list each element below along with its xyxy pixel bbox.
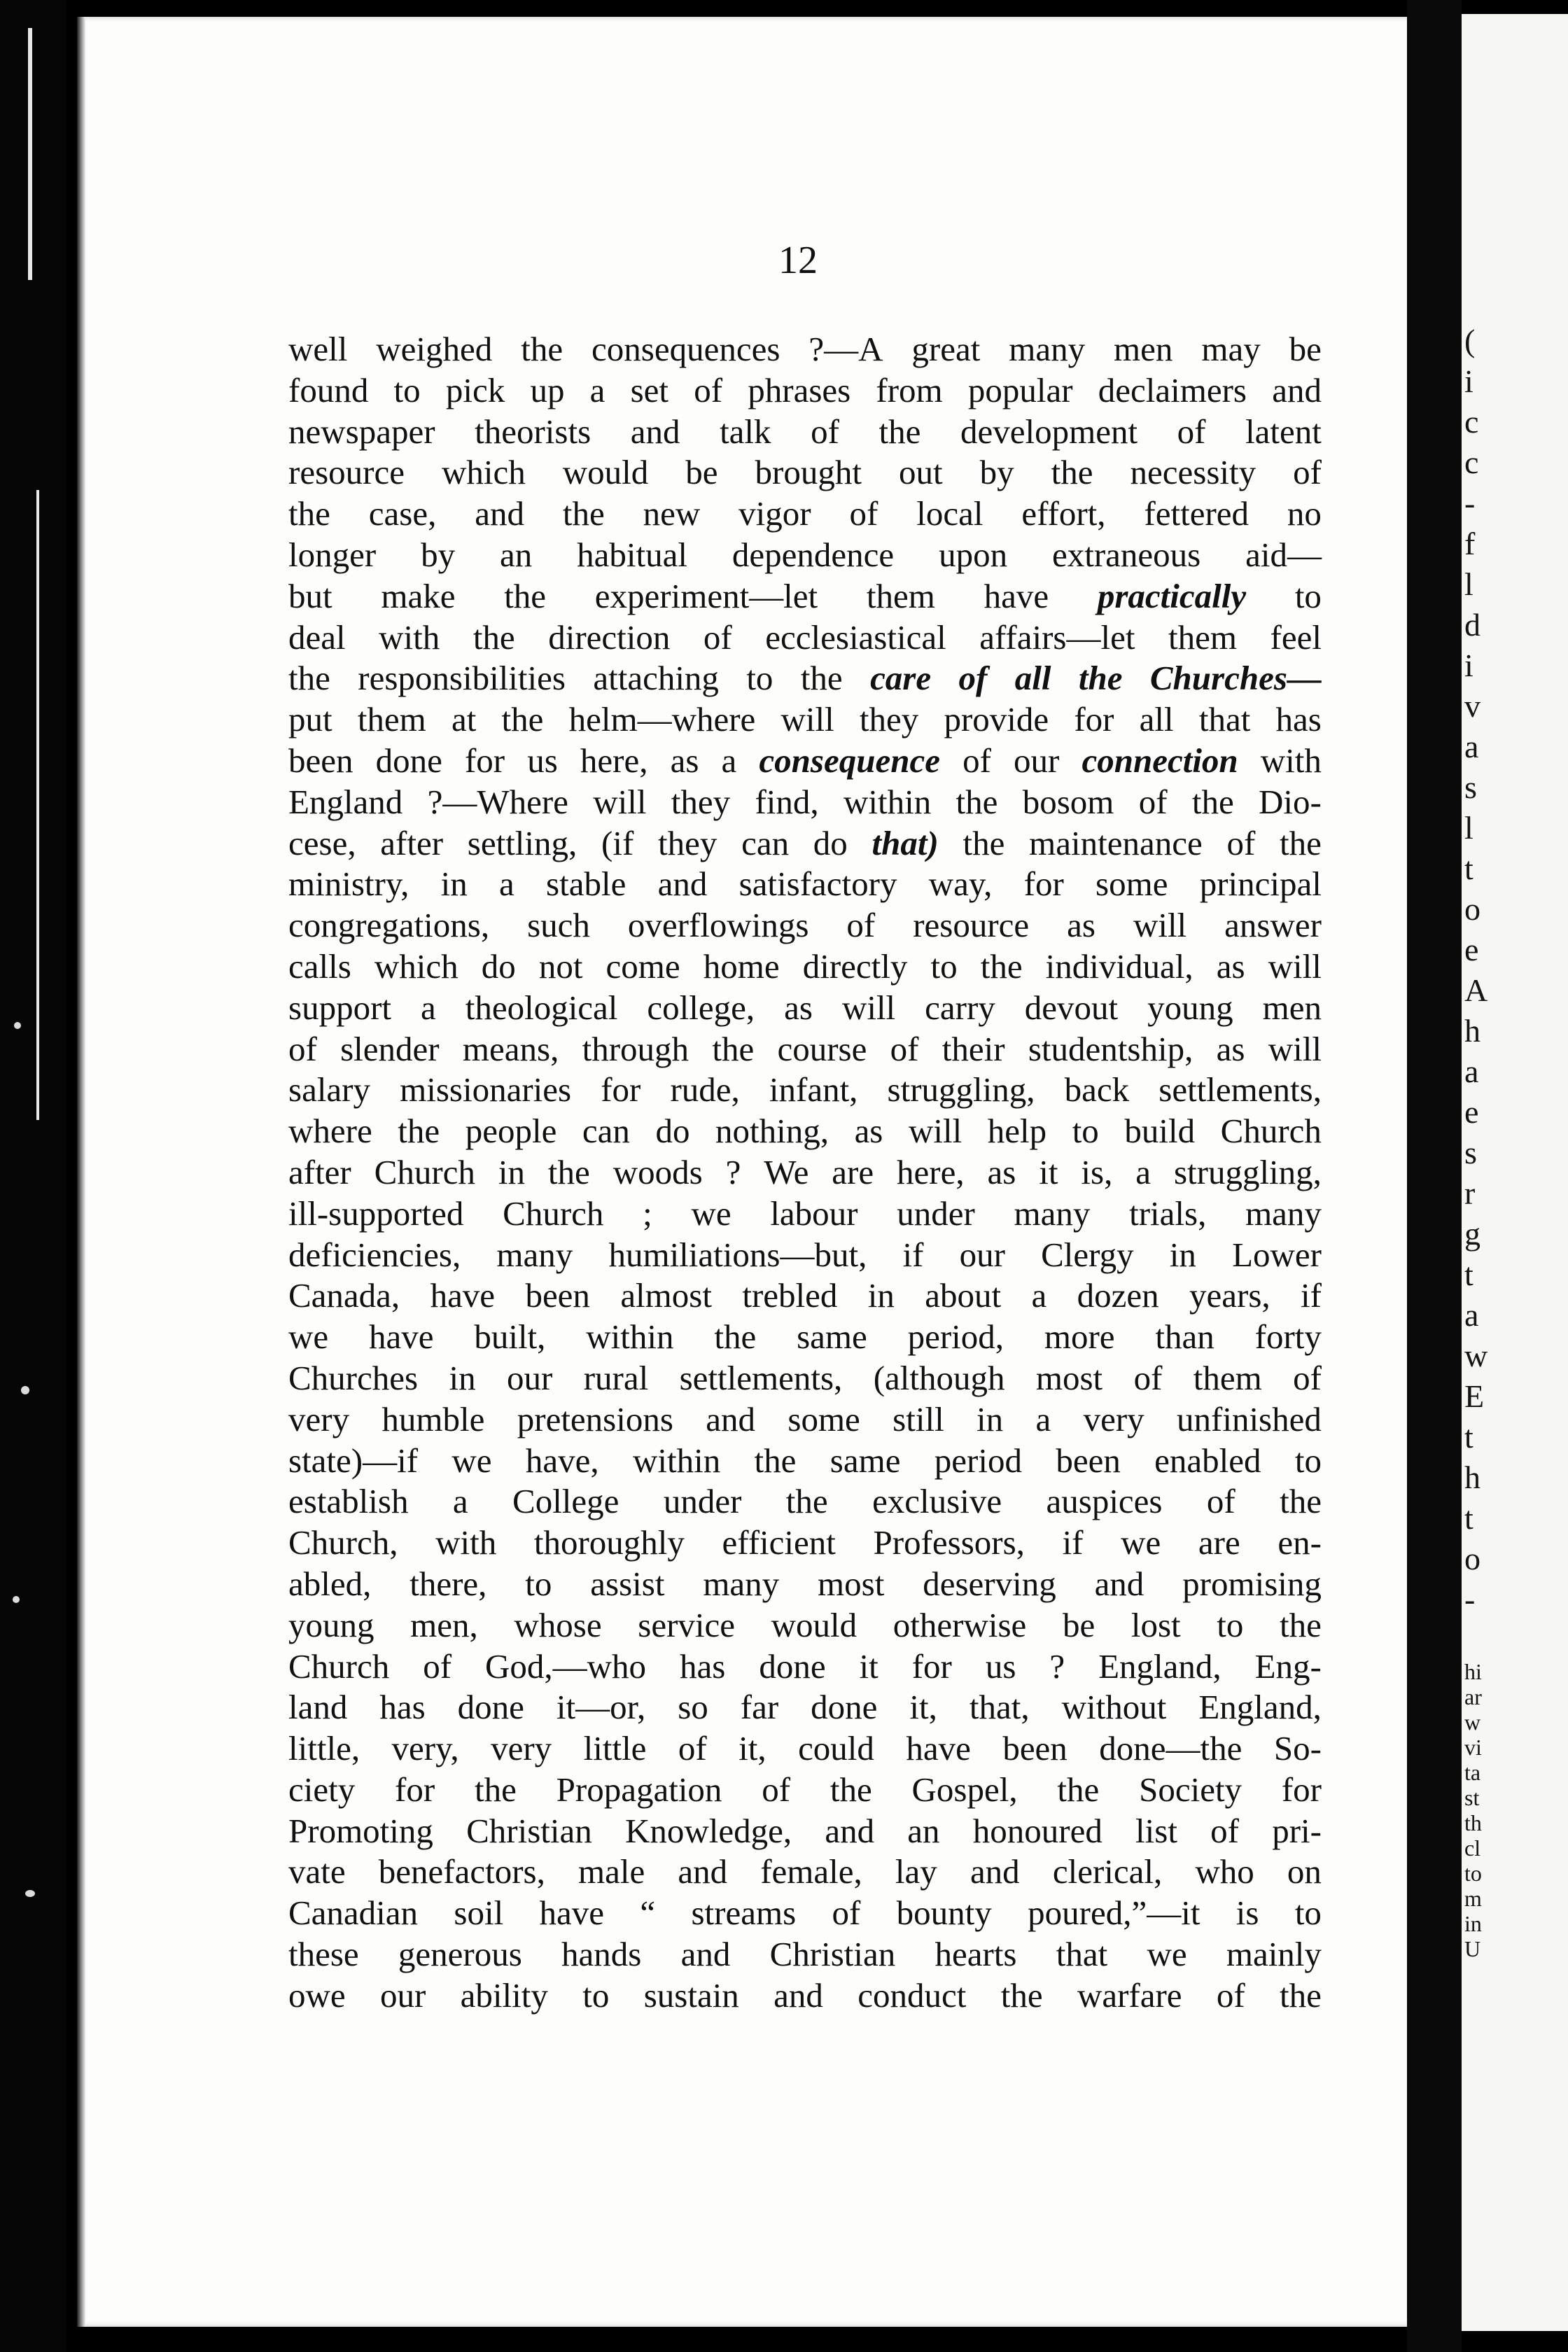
- text-line: Promoting Christian Knowledge, and an honoured list of pri-: [288, 1811, 1322, 1850]
- scan-speck: [14, 1022, 21, 1029]
- text-line: but make the experiment—let them have practically to: [288, 576, 1322, 615]
- text-line: ministry, in a stable and satisfactory way, for some principal: [288, 864, 1322, 904]
- facing-text-fragment: a: [1464, 1297, 1479, 1333]
- text-line: Canadian soil have “ streams of bounty poured,”—it is to: [288, 1893, 1322, 1933]
- facing-text-fragment: t: [1464, 1256, 1474, 1292]
- facing-text-fragment: E: [1464, 1378, 1485, 1414]
- text-line: we have built, within the same period, more than forty: [288, 1317, 1322, 1357]
- text-line: Canada, have been almost trebled in about a dozen years, if: [288, 1276, 1322, 1315]
- facing-text-fragment: i: [1464, 648, 1474, 683]
- facing-text-fragment: f: [1464, 526, 1476, 561]
- facing-text-fragment: -: [1464, 485, 1476, 521]
- text-line: owe our ability to sustain and conduct the warfare of the: [288, 1975, 1322, 2015]
- text-line: where the people can do nothing, as will help to build Church: [288, 1112, 1322, 1151]
- text-line: put them at the helm—where will they provide for all that has: [288, 700, 1322, 739]
- text-line: the responsibilities attaching to the care of all the Churches—: [288, 659, 1322, 698]
- scan-speck: [13, 1596, 20, 1603]
- text-line: after Church in the woods ? We are here, as it is, a struggling,: [288, 1152, 1322, 1191]
- facing-text-fragment: o: [1464, 1541, 1480, 1576]
- facing-text-fragment: (: [1464, 323, 1476, 358]
- text-line: been done for us here, as a consequence of our connection with: [288, 741, 1322, 780]
- facing-text-fragment: l: [1464, 810, 1474, 846]
- facing-footnote-fragment: st: [1464, 1785, 1480, 1810]
- text-line: vate benefactors, male and female, lay and clerical, who on: [288, 1852, 1322, 1891]
- page-edge-streak: [36, 490, 39, 1120]
- book-gutter: [1407, 0, 1462, 2352]
- text-line: very humble pretensions and some still in a very unfinished: [288, 1399, 1322, 1438]
- text-line: resource which would be brought out by the necessity of: [288, 453, 1322, 492]
- facing-text-fragment: a: [1464, 729, 1479, 764]
- page-body-text: [288, 329, 1322, 2017]
- text-line: England ?—Where will they find, within the bosom of the Dio-: [288, 782, 1322, 821]
- text-line: Church, with thoroughly efficient Professors, if we are en-: [288, 1523, 1322, 1562]
- facing-footnote-fragment: w: [1464, 1709, 1481, 1735]
- facing-footnote-fragment: vi: [1464, 1735, 1482, 1760]
- facing-text-fragment: d: [1464, 607, 1480, 643]
- text-line: cese, after settling, (if they can do that) the maintenance of the: [288, 823, 1322, 862]
- facing-text-fragment: i: [1464, 363, 1474, 399]
- facing-text-fragment: v: [1464, 688, 1480, 724]
- facing-text-fragment: o: [1464, 891, 1480, 927]
- facing-footnote-fragment: ar: [1464, 1684, 1482, 1709]
- facing-footnote-fragment: hi: [1464, 1659, 1482, 1684]
- facing-text-fragment: w: [1464, 1338, 1488, 1373]
- facing-text-fragment: l: [1464, 566, 1474, 602]
- text-line: well weighed the consequences ?—A great many men may be: [288, 330, 1322, 368]
- text-line: calls which do not come home directly to the individual, as will: [288, 946, 1322, 986]
- facing-text-fragment: t: [1464, 850, 1474, 886]
- facing-text-fragment: t: [1464, 1419, 1474, 1455]
- text-line: salary missionaries for rude, infant, struggling, back settlements,: [288, 1070, 1322, 1110]
- facing-text-fragment: t: [1464, 1500, 1474, 1536]
- facing-footnote-fragment: to: [1464, 1861, 1482, 1886]
- facing-footnote-fragment: m: [1464, 1886, 1482, 1911]
- page-number: 12: [778, 239, 818, 282]
- facing-text-fragment: e: [1464, 1094, 1479, 1130]
- facing-text-fragment: s: [1464, 1135, 1477, 1170]
- facing-text-fragment: c: [1464, 404, 1479, 440]
- text-line: support a theological college, as will carry devout young men: [288, 988, 1322, 1027]
- text-line: of slender means, through the course of their studentship, as will: [288, 1029, 1322, 1068]
- text-line: deal with the direction of ecclesiastical affairs—let them feel: [288, 617, 1322, 657]
- facing-text-fragment: c: [1464, 444, 1479, 480]
- facing-footnote-fragment: cl: [1464, 1835, 1481, 1861]
- facing-text-fragment: g: [1464, 1216, 1480, 1252]
- text-line: state)—if we have, within the same period been enabled to: [288, 1441, 1322, 1480]
- text-line: establish a College under the exclusive auspices of the: [288, 1482, 1322, 1521]
- facing-text-fragment: h: [1464, 1460, 1480, 1495]
- text-line: deficiencies, many humiliations—but, if our Clergy in Lower: [288, 1235, 1322, 1274]
- text-line: longer by an habitual dependence upon extraneous aid—: [288, 535, 1322, 574]
- facing-text-fragment: e: [1464, 932, 1479, 967]
- scan-speck: [21, 1386, 29, 1394]
- text-line: Church of God,—who has done it for us ? England, Eng-: [288, 1646, 1322, 1686]
- page-fold-shadow: [77, 17, 85, 2327]
- text-line: newspaper theorists and talk of the development of latent: [288, 412, 1322, 451]
- facing-footnote-fragment: ta: [1464, 1760, 1481, 1785]
- facing-text-fragment: -: [1464, 1581, 1476, 1617]
- text-line: young men, whose service would otherwise be lost to the: [288, 1605, 1322, 1644]
- binding-edge: [0, 0, 66, 2352]
- text-line: little, very, very little of it, could have been done—the So-: [288, 1729, 1322, 1768]
- scan-speck: [25, 1890, 35, 1897]
- text-line: land has done it—or, so far done it, that, without England,: [288, 1688, 1322, 1727]
- text-line: congregations, such overflowings of resource as will answer: [288, 906, 1322, 945]
- text-line: the case, and the new vigor of local effort, fettered no: [288, 494, 1322, 533]
- facing-footnote-fragment: in: [1464, 1911, 1482, 1936]
- facing-footnote-fragment: U: [1464, 1936, 1481, 1961]
- facing-text-fragment: s: [1464, 769, 1477, 805]
- text-line: Churches in our rural settlements, (although most of them of: [288, 1358, 1322, 1397]
- text-line: these generous hands and Christian hearts that we mainly: [288, 1935, 1322, 1974]
- text-line: ill-supported Church ; we labour under many trials, many: [288, 1194, 1322, 1233]
- facing-text-fragment: h: [1464, 1013, 1480, 1049]
- facing-text-fragment: a: [1464, 1054, 1479, 1089]
- page-edge-streak: [28, 28, 32, 280]
- facing-text-fragment: A: [1464, 972, 1488, 1008]
- text-line: ciety for the Propagation of the Gospel, the Society for: [288, 1770, 1322, 1809]
- facing-text-fragment: r: [1464, 1175, 1476, 1211]
- text-line: found to pick up a set of phrases from popular declaimers and: [288, 370, 1322, 410]
- text-line: abled, there, to assist many most deserving and promising: [288, 1564, 1322, 1603]
- facing-page-fragment: [1462, 14, 1568, 2331]
- facing-footnote-fragment: th: [1464, 1810, 1482, 1835]
